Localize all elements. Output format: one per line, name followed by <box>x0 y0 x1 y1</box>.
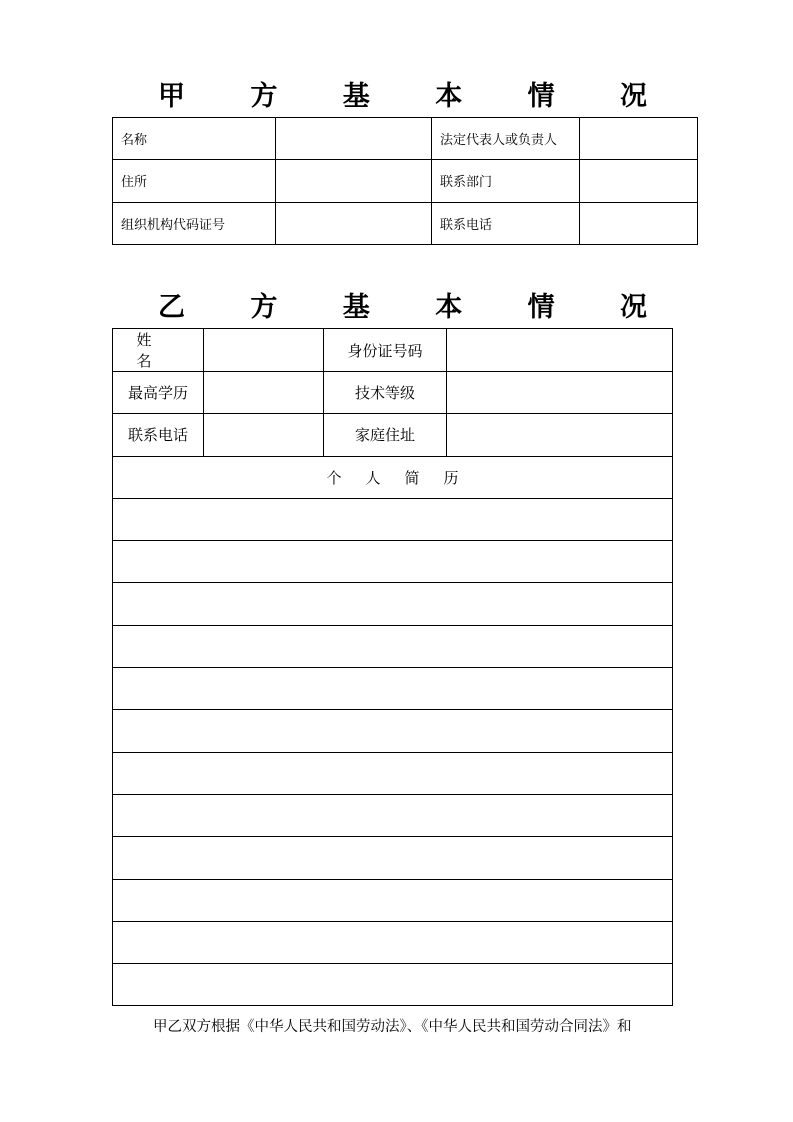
table-row <box>113 837 673 879</box>
id-number-value-cell[interactable] <box>447 329 673 372</box>
table-row <box>113 794 673 836</box>
skill-level-value-cell[interactable] <box>447 372 673 414</box>
resume-line[interactable] <box>113 752 673 794</box>
org-code-value-cell[interactable] <box>276 202 432 244</box>
table-row <box>113 414 673 456</box>
table-row <box>113 372 673 414</box>
field-label: 联系电话 <box>113 414 204 456</box>
phone-value-cell[interactable] <box>204 414 324 456</box>
address-value-cell[interactable] <box>276 160 432 202</box>
party-a-info-table <box>112 117 698 245</box>
resume-line[interactable] <box>113 794 673 836</box>
table-row <box>113 202 698 244</box>
field-label: 联系电话 <box>432 202 580 244</box>
field-label: 家庭住址 <box>324 414 447 456</box>
field-label: 组织机构代码证号 <box>113 202 276 244</box>
resume-line[interactable] <box>113 921 673 963</box>
table-row <box>113 541 673 583</box>
field-label: 身份证号码 <box>324 329 447 372</box>
resume-header: 个人简历 <box>113 456 673 498</box>
field-label: 联系部门 <box>432 160 580 202</box>
table-row <box>113 668 673 710</box>
resume-line[interactable] <box>113 625 673 667</box>
resume-line[interactable] <box>113 837 673 879</box>
field-label: 技术等级 <box>324 372 447 414</box>
home-address-value-cell[interactable] <box>447 414 673 456</box>
name-value-cell[interactable] <box>204 329 324 372</box>
resume-line[interactable] <box>113 668 673 710</box>
education-value-cell[interactable] <box>204 372 324 414</box>
table-row <box>113 921 673 963</box>
contract-basis-text: 甲乙双方根据《中华人民共和国劳动法》、《中华人民共和国劳动合同法》和 <box>153 1019 632 1035</box>
table-row <box>113 964 673 1006</box>
party-b-title: 乙 方 基 本 情 况 <box>158 292 675 323</box>
field-label: 最高学历 <box>113 372 204 414</box>
contact-department-value-cell[interactable] <box>580 160 698 202</box>
table-row <box>113 456 673 498</box>
party-a-title: 甲 方 基 本 情 况 <box>158 81 675 112</box>
party-b-info-table <box>112 328 673 1006</box>
table-row <box>113 118 698 160</box>
table-row <box>113 329 673 372</box>
table-row <box>113 879 673 921</box>
resume-line[interactable] <box>113 964 673 1006</box>
table-row <box>113 710 673 752</box>
table-row <box>113 752 673 794</box>
table-row <box>113 498 673 540</box>
resume-line[interactable] <box>113 498 673 540</box>
name-value-cell[interactable] <box>276 118 432 160</box>
resume-line[interactable] <box>113 583 673 625</box>
resume-line[interactable] <box>113 541 673 583</box>
legal-representative-value-cell[interactable] <box>580 118 698 160</box>
name-label: 姓名 <box>136 331 184 370</box>
field-label: 名称 <box>113 118 276 160</box>
resume-line[interactable] <box>113 879 673 921</box>
field-label <box>113 329 204 372</box>
table-row <box>113 583 673 625</box>
field-label: 住所 <box>113 160 276 202</box>
phone-value-cell[interactable] <box>580 202 698 244</box>
table-row <box>113 625 673 667</box>
resume-line[interactable] <box>113 710 673 752</box>
table-row <box>113 160 698 202</box>
field-label: 法定代表人或负责人 <box>432 118 580 160</box>
